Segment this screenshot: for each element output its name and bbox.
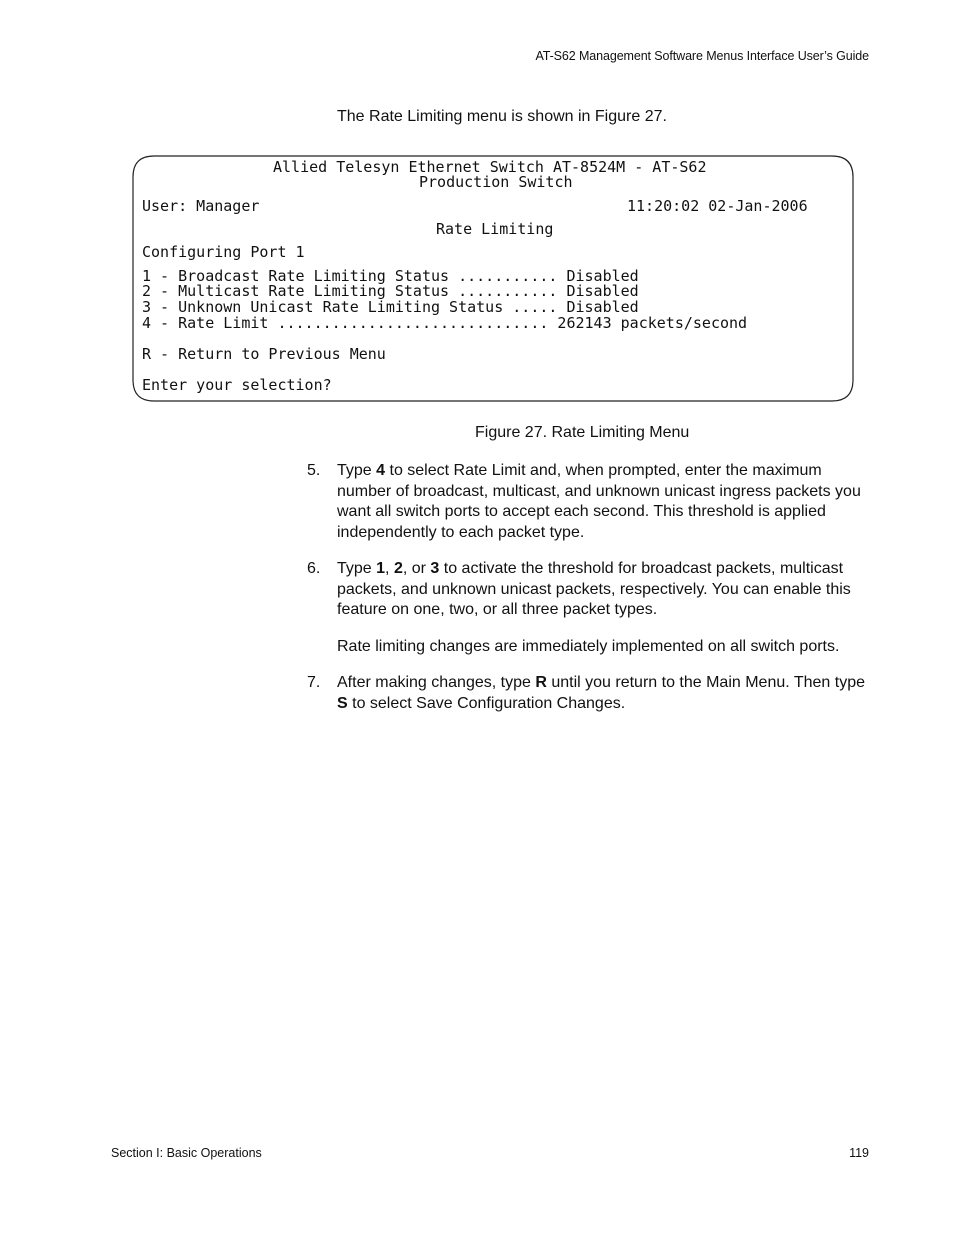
- menu-item-broadcast[interactable]: 1 - Broadcast Rate Limiting Status ........... Disabled: [142, 267, 639, 285]
- menu-item-unknown-unicast[interactable]: 3 - Unknown Unicast Rate Limiting Status ..... Disabled: [142, 298, 639, 316]
- terminal-title-line: Allied Telesyn Ethernet Switch AT-8524M - AT-S62: [273, 158, 707, 176]
- terminal-prompt[interactable]: Enter your selection?: [142, 376, 332, 394]
- terminal-datetime: 11:20:02 02-Jan-2006: [627, 197, 808, 215]
- step-number: 5.: [307, 462, 321, 479]
- intro-paragraph: The Rate Limiting menu is shown in Figure 27.: [337, 108, 667, 125]
- step-5: [307, 461, 877, 543]
- step-6: [307, 559, 877, 657]
- step-number: 6.: [307, 560, 321, 577]
- menu-item-return[interactable]: R - Return to Previous Menu: [142, 345, 386, 363]
- step-text: Type 4 to select Rate Limit and, when prompted, enter the maximum number of broadcast, multicast, and unknown unicast ingress packets you want all switch ports to accept each second. This threshold is applied independently to each packet type.: [337, 462, 861, 541]
- step-note: Rate limiting changes are immediately implemented on all switch ports.: [337, 637, 840, 655]
- procedure-steps: [307, 461, 877, 730]
- menu-item-rate-limit[interactable]: 4 - Rate Limit .............................. 262143 packets/second: [142, 314, 748, 332]
- terminal-switch-name: Production Switch: [419, 173, 573, 191]
- page-number: 119: [849, 1146, 869, 1160]
- figure-caption: Figure 27. Rate Limiting Menu: [475, 424, 690, 441]
- terminal-menu-title: Rate Limiting: [436, 220, 554, 238]
- menu-item-multicast[interactable]: 2 - Multicast Rate Limiting Status ........... Disabled: [142, 282, 639, 300]
- terminal-port-line: Configuring Port 1: [142, 243, 305, 261]
- terminal-screen-figure: [132, 155, 854, 402]
- running-header: AT-S62 Management Software Menus Interface User’s Guide: [535, 49, 869, 63]
- step-text: After making changes, type R until you return to the Main Menu. Then type S to select Save Configuration Changes.: [337, 674, 865, 712]
- step-7: [307, 673, 877, 714]
- footer-section: Section I: Basic Operations: [111, 1146, 262, 1160]
- terminal-user: User: Manager: [142, 197, 260, 215]
- step-text: Type 1, 2, or 3 to activate the threshold for broadcast packets, multicast packets, and unknown unicast packets, respectively. You can enable this feature on one, two, or all three packet types.: [337, 560, 851, 618]
- step-number: 7.: [307, 674, 321, 691]
